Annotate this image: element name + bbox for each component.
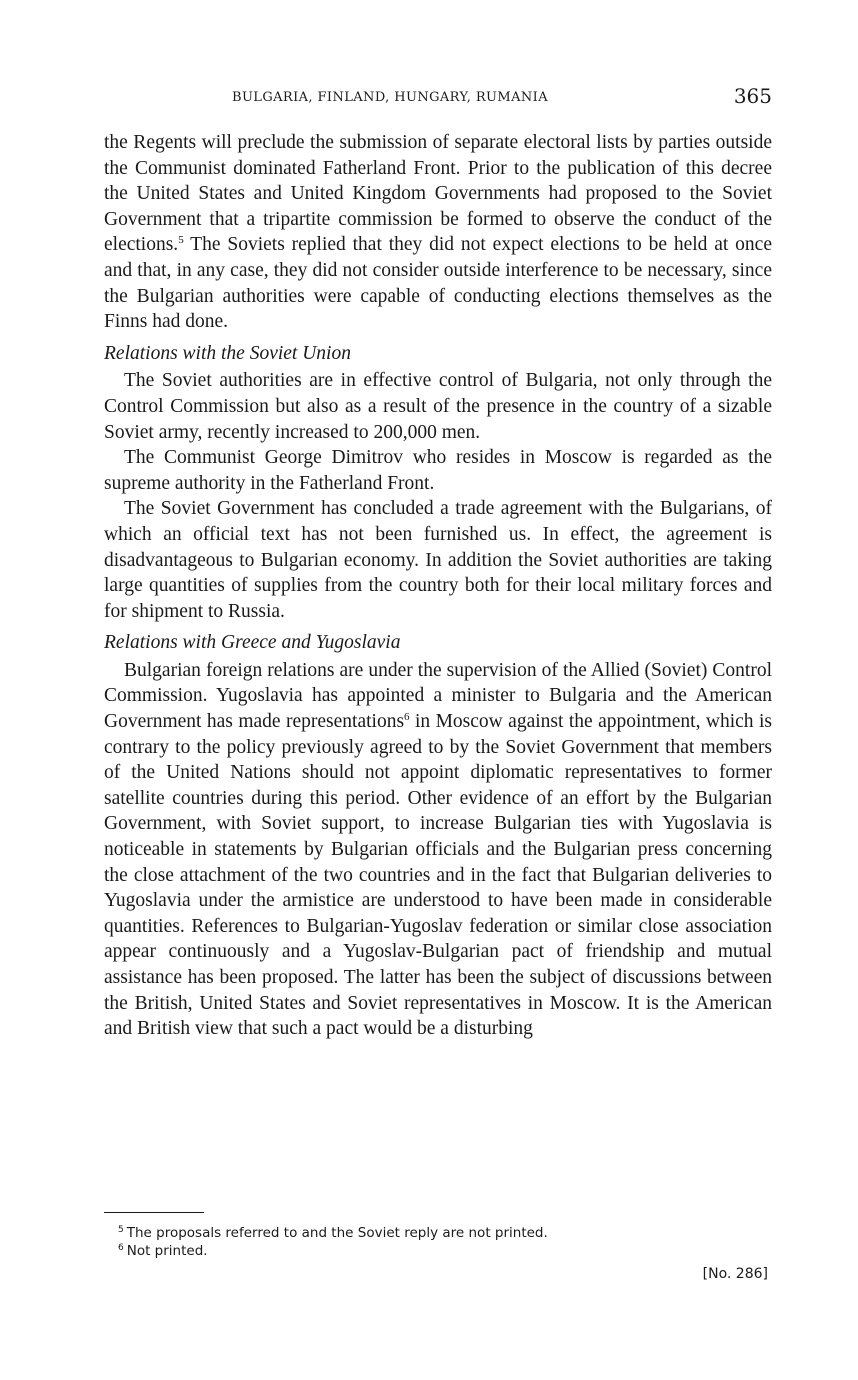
footnote-text: Not printed.: [126, 1243, 208, 1259]
footnote-5: [118, 1224, 772, 1242]
paragraph-1-text-a: the Regents will preclude the submission of separate electoral lists by parties outside the Communist dominated Fatherland Front. Prior to the publication of this decree the United States and United Kingdom Governments had proposed to the Soviet Government that a tripartite commission be formed to observe the conduct of the elections.: [104, 132, 772, 256]
paragraph-1-text-b: The Soviets replied that they did not expect elections to be held at once and that, in any case, they did not consider outside interference to be necessary, since the Bulgarian authorities were capable of conducting elections themselves as the Finns had done.: [104, 234, 772, 333]
body-text: [104, 130, 772, 1042]
running-head: [104, 86, 772, 112]
document-page: [104, 0, 772, 1380]
footnote-divider: [104, 1212, 204, 1213]
footnote-mark: 5: [118, 1225, 124, 1235]
footnote-ref-6: 6: [404, 711, 410, 724]
section-heading-greece-yugoslavia: Relations with Greece and Yugoslavia: [104, 632, 401, 654]
paragraph-1: [104, 130, 772, 335]
running-title: BULGARIA, FINLAND, HUNGARY, RUMANIA: [232, 90, 548, 105]
paragraph-4: The Soviet Government has concluded a trade agreement with the Bulgarians, of which an official text has not been furnished us. In effect, the agreement is disadvantageous to Bulgarian economy. In addition the Soviet authorities are taking large quantities of supplies from the country both for their local military forces and for shipment to Russia.: [104, 498, 772, 622]
footnote-mark: 6: [118, 1243, 124, 1253]
footnote-6: [118, 1242, 772, 1260]
footnotes: [118, 1224, 772, 1260]
paragraph-2: The Soviet authorities are in effective control of Bulgaria, not only through the Control Commission but also as a result of the presence in the country of a sizable Soviet army, recently increased to 200,000 men.: [104, 370, 772, 443]
footnote-ref-5: 5: [178, 234, 184, 247]
footnote-text: The proposals referred to and the Soviet reply are not printed.: [126, 1225, 548, 1241]
section-heading-soviet-union: Relations with the Soviet Union: [104, 342, 351, 364]
paragraph-5-text-a: Bulgarian foreign relations are under the supervision of the Allied (Soviet) Control Commission. Yugoslavia has appointed a minister to Bulgaria and the American Government has made representations: [104, 659, 772, 733]
paragraph-5: [104, 658, 772, 1042]
page-number: 365: [733, 84, 772, 108]
paragraph-5-text-b: in Moscow against the appointment, which is contrary to the policy previously agreed to by the Soviet Government that members of the United Nations should not appoint diplomatic representatives to former satellite countries during this period. Other evidence of an effort by the Bulgarian Government, with Soviet support, to increase Bulgarian ties with Yugoslavia is noticeable in statements by Bulgarian officials and the Bulgarian press concerning the close attachment of the two countries and in the fact that Bulgarian deliveries to Yugoslavia under the armistice are understood to have been made in considerable quantities. References to Bulgarian-Yugoslav federation or similar close association appear continuously and a Yugoslav-Bulgarian pact of friendship and mutual assistance has been proposed. The latter has been the subject of discussions between the British, United States and Soviet representatives in Moscow. It is the American and British view that such a pact would be a disturbing: [104, 711, 772, 1040]
paragraph-3: The Communist George Dimitrov who resides in Moscow is regarded as the supreme authority in the Fatherland Front.: [104, 447, 772, 494]
docket-number: [No. 286]: [702, 1266, 768, 1282]
